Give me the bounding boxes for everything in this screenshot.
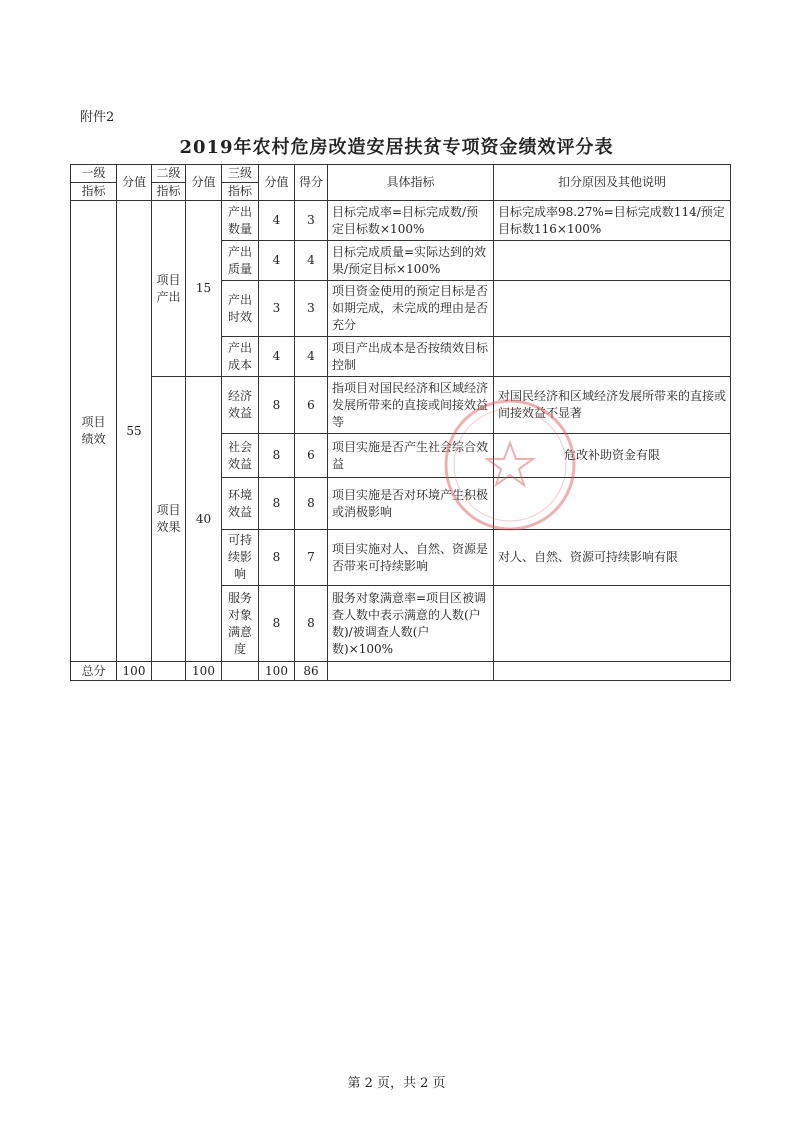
total-score3: 100 bbox=[259, 662, 295, 681]
l3-name-text: 产出时效 bbox=[227, 292, 252, 324]
l3-name-text: 产出数量 bbox=[227, 204, 252, 236]
l3-got: 7 bbox=[295, 530, 328, 586]
l3-score: 8 bbox=[259, 478, 295, 530]
l3-detail: 服务对象满意率=项目区被调查人数中表示满意的人数(户数)/被调查人数(户数)×100% bbox=[328, 586, 494, 662]
page-footer: 第 2 页，共 2 页 bbox=[347, 1076, 446, 1091]
l3-name-text: 产出质量 bbox=[227, 244, 252, 276]
group-score: 40 bbox=[186, 377, 222, 662]
l3-name-text: 经济效益 bbox=[227, 389, 252, 420]
l3-detail: 目标完成质量=实际达到的效果/预定目标×100% bbox=[328, 241, 494, 281]
l3-name bbox=[222, 530, 259, 586]
l3-name bbox=[222, 337, 259, 377]
total-empty bbox=[152, 662, 186, 681]
total-score1: 100 bbox=[117, 662, 152, 681]
header-level1-top: 一级 bbox=[71, 165, 117, 183]
l3-name-text: 环境效益 bbox=[227, 487, 252, 519]
l3-name bbox=[222, 478, 259, 530]
l3-got: 3 bbox=[295, 281, 328, 337]
l3-detail: 项目资金使用的预定目标是否如期完成，未完成的理由是否充分 bbox=[328, 281, 494, 337]
l3-name bbox=[222, 241, 259, 281]
l3-score: 8 bbox=[259, 377, 295, 434]
l3-note: 对人、自然、资源可持续影响有限 bbox=[494, 530, 731, 586]
l3-score: 8 bbox=[259, 530, 295, 586]
header-detail: 具体指标 bbox=[328, 165, 494, 201]
l3-name-text: 可持续影响 bbox=[227, 533, 252, 581]
header-score1: 分值 bbox=[117, 165, 152, 201]
l3-got: 3 bbox=[295, 201, 328, 241]
l3-name bbox=[222, 434, 259, 478]
l3-detail: 目标完成率=目标完成数/预定目标数×100% bbox=[328, 201, 494, 241]
l3-note: 危改补助资金有限 bbox=[494, 434, 731, 478]
l3-got: 4 bbox=[295, 241, 328, 281]
l3-detail: 项目实施对人、自然、资源是否带来可持续影响 bbox=[328, 530, 494, 586]
total-empty bbox=[222, 662, 259, 681]
header-score2: 分值 bbox=[186, 165, 222, 201]
score-table bbox=[70, 164, 731, 681]
l3-note bbox=[494, 478, 731, 530]
l3-name-text: 服务对象满意度 bbox=[227, 590, 252, 656]
total-row bbox=[71, 662, 731, 681]
l3-score: 4 bbox=[259, 337, 295, 377]
l3-got: 6 bbox=[295, 377, 328, 434]
l3-note bbox=[494, 241, 731, 281]
header-level3-bottom: 指标 bbox=[222, 183, 259, 201]
total-got: 86 bbox=[295, 662, 328, 681]
l3-detail: 项目产出成本是否按绩效目标控制 bbox=[328, 337, 494, 377]
level1-score: 55 bbox=[117, 201, 152, 662]
header-level1-bottom: 指标 bbox=[71, 183, 117, 201]
header-got: 得分 bbox=[295, 165, 328, 201]
header-level2-top: 二级 bbox=[152, 165, 186, 183]
l3-got: 8 bbox=[295, 478, 328, 530]
l3-name bbox=[222, 281, 259, 337]
l3-detail: 指项目对国民经济和区域经济发展所带来的直接或间接效益等 bbox=[328, 377, 494, 434]
l3-score: 8 bbox=[259, 434, 295, 478]
l3-name-text: 产出成本 bbox=[227, 340, 252, 372]
l3-name bbox=[222, 201, 259, 241]
group-name bbox=[152, 201, 186, 377]
l3-note bbox=[494, 337, 731, 377]
l3-score: 3 bbox=[259, 281, 295, 337]
l3-note: 目标完成率98.27%=目标完成数114/预定目标数116×100% bbox=[494, 201, 731, 241]
l3-detail: 项目实施是否产生社会综合效益 bbox=[328, 434, 494, 478]
l3-note bbox=[494, 586, 731, 662]
total-label: 总分 bbox=[71, 662, 117, 681]
l3-score: 8 bbox=[259, 586, 295, 662]
header-note: 扣分原因及其他说明 bbox=[494, 165, 731, 201]
total-empty bbox=[494, 662, 731, 681]
attachment-label: 附件2 bbox=[80, 110, 115, 125]
header-score3: 分值 bbox=[259, 165, 295, 201]
total-empty bbox=[328, 662, 494, 681]
l3-got: 4 bbox=[295, 337, 328, 377]
l3-note bbox=[494, 281, 731, 337]
level1-name bbox=[71, 201, 117, 662]
l3-note: 对国民经济和区域经济发展所带来的直接或间接效益不显著 bbox=[494, 377, 731, 434]
group-name-text: 项目产出 bbox=[156, 272, 181, 304]
table-row bbox=[71, 377, 731, 434]
page-title: 2019年农村危房改造安居扶贫专项资金绩效评分表 bbox=[179, 137, 614, 158]
l3-name bbox=[222, 377, 259, 434]
l3-got: 8 bbox=[295, 586, 328, 662]
l3-name bbox=[222, 586, 259, 662]
l3-score: 4 bbox=[259, 201, 295, 241]
l3-score: 4 bbox=[259, 241, 295, 281]
l3-detail: 项目实施是否对环境产生积极或消极影响 bbox=[328, 478, 494, 530]
table-row bbox=[71, 201, 731, 241]
group-score: 15 bbox=[186, 201, 222, 377]
header-level3-top: 三级 bbox=[222, 165, 259, 183]
header-level2-bottom: 指标 bbox=[152, 183, 186, 201]
l3-name-text: 社会效益 bbox=[227, 439, 252, 471]
group-name bbox=[152, 377, 186, 662]
group-name-text: 项目效果 bbox=[156, 503, 181, 534]
l3-got: 6 bbox=[295, 434, 328, 478]
level1-name-text: 项目绩效 bbox=[81, 415, 106, 446]
total-score2: 100 bbox=[186, 662, 222, 681]
